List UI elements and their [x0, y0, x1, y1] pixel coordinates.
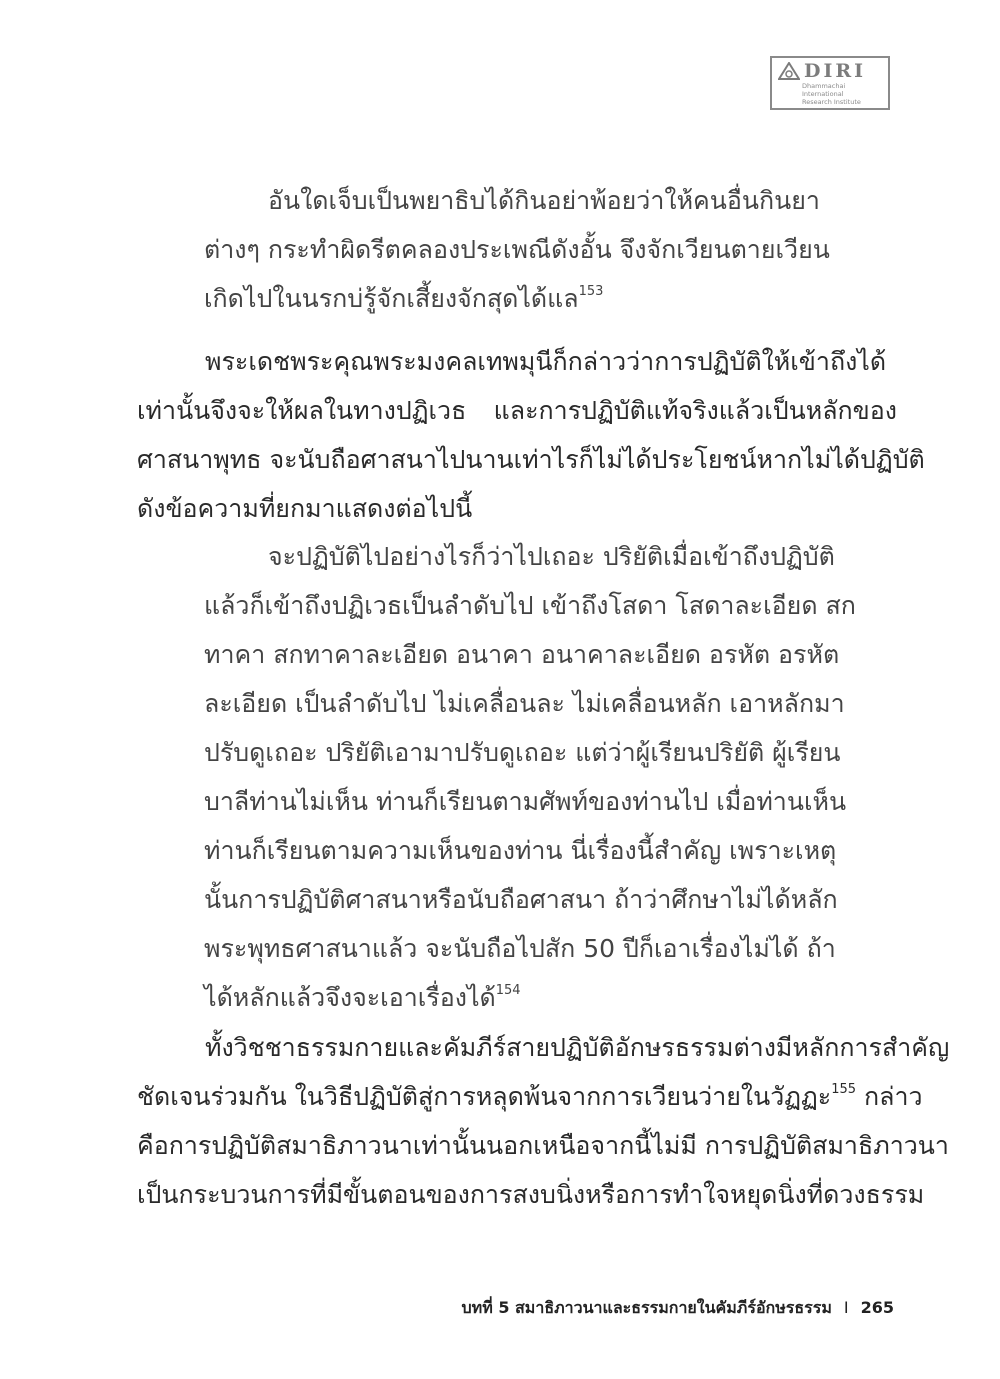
para1-line: เท่านั้นจึงจะให้ผลในทางปฏิเวธ และการปฏิบัติแท้จริงแล้วเป็นหลักของ: [137, 396, 897, 425]
quote-block-2: [204, 532, 856, 1022]
footnote-ref-155: 155: [831, 1082, 857, 1097]
page-number: 265: [860, 1298, 894, 1317]
para1-line: พระเดชพระคุณพระมงคลเทพมุนีก็กล่าวว่าการปฏิบัติให้เข้าถึงได้: [205, 347, 887, 376]
quote2-line: ท่านก็เรียนตามความเห็นของท่าน นี่เรื่องนี้สำคัญ เพราะเหตุ: [204, 836, 837, 865]
quote1-line-text: เกิดไปในนรกบ่รู้จักเสี้ยงจักสุดได้แล: [204, 284, 579, 313]
quote2-line-text: ได้หลักแล้วจึงจะเอาเรื่องได้: [204, 983, 496, 1012]
diri-triangle-icon: [778, 62, 800, 80]
quote2-line: นั้นการปฏิบัติศาสนาหรือนับถือศาสนา ถ้าว่าศึกษาไม่ได้หลัก: [204, 885, 838, 914]
quote2-line: ปรับดูเถอะ ปริยัติเอามาปรับดูเถอะ แต่ว่าผู้เรียนปริยัติ ผู้เรียน: [204, 738, 841, 767]
chapter-title: บทที่ 5 สมาธิภาวนาและธรรมกายในคัมภีร์อักษรธรรม: [461, 1298, 832, 1317]
para2-line: คือการปฏิบัติสมาธิภาวนาเท่านั้นนอกเหนือจากนี้ไม่มี การปฏิบัติสมาธิภาวนา: [137, 1131, 949, 1160]
para2-line2-text: ชัดเจนร่วมกัน ในวิธีปฏิบัติสู่การหลุดพ้นจากการเวียนว่ายในวัฏฏะ: [137, 1082, 832, 1111]
quote2-line: จะปฏิบัติไปอย่างไรก็ว่าไปเถอะ ปริยัติเมื่อเข้าถึงปฏิบัติ: [268, 542, 835, 571]
para2-line: เป็นกระบวนการที่มีขั้นตอนของการสงบนิ่งหรือการทำใจหยุดนิ่งที่ดวงธรรม: [137, 1180, 925, 1209]
logo-name: DIRI: [804, 60, 867, 82]
quote2-line: ทาคา สกทาคาละเอียด อนาคา อนาคาละเอียด อรหัต อรหัต: [204, 640, 840, 669]
quote1-line: ต่างๆ กระทำผิดรีตคลองประเพณีดังอั้น จึงจักเวียนตายเวียน: [204, 235, 830, 264]
paragraph-1: [137, 337, 925, 533]
para1-line: ศาสนาพุทธ จะนับถือศาสนาไปนานเท่าไรก็ไม่ได้ประโยชน์หากไม่ได้ปฏิบัติ: [137, 445, 925, 474]
logo-subtitle-1: Dhammachai International: [802, 82, 846, 98]
paragraph-2: [137, 1023, 950, 1219]
para2-line: ทั้งวิชชาธรรมกายและคัมภีร์สายปฏิบัติอักษรธรรมต่างมีหลักการสำคัญ: [205, 1033, 950, 1062]
diri-logo: [770, 56, 890, 110]
footnote-ref-154: 154: [495, 983, 521, 998]
footnote-ref-153: 153: [578, 284, 604, 299]
quote1-line-last: [204, 274, 829, 323]
para2-line-2: [137, 1072, 923, 1121]
quote2-line: ละเอียด เป็นลำดับไป ไม่เคลื่อนละ ไม่เคลื่อนหลัก เอาหลักมา: [204, 689, 845, 718]
page-footer: [462, 1296, 894, 1321]
quote2-line-last: [204, 973, 829, 1022]
quote2-line: แล้วก็เข้าถึงปฏิเวธเป็นลำดับไป เข้าถึงโสดา โสดาละเอียด สก: [204, 591, 856, 620]
footer-separator: I: [843, 1298, 849, 1317]
quote-block-1: [204, 176, 829, 323]
quote1-line: อันใดเจ็บเป็นพยาธิบได้กินอย่าพ้อยว่าให้คนอื่นกินยา: [268, 186, 820, 215]
quote2-line: พระพุทธศาสนาแล้ว จะนับถือไปสัก 50 ปีก็เอาเรื่องไม่ได้ ถ้า: [204, 934, 836, 963]
para2-line2-tail: กล่าว: [856, 1082, 923, 1111]
quote2-line: บาลีท่านไม่เห็น ท่านก็เรียนตามศัพท์ของท่านไป เมื่อท่านเห็น: [204, 787, 847, 816]
logo-subtitle-2: Research Institute: [802, 98, 861, 106]
para1-line: ดังข้อความที่ยกมาแสดงต่อไปนี้: [137, 494, 473, 523]
